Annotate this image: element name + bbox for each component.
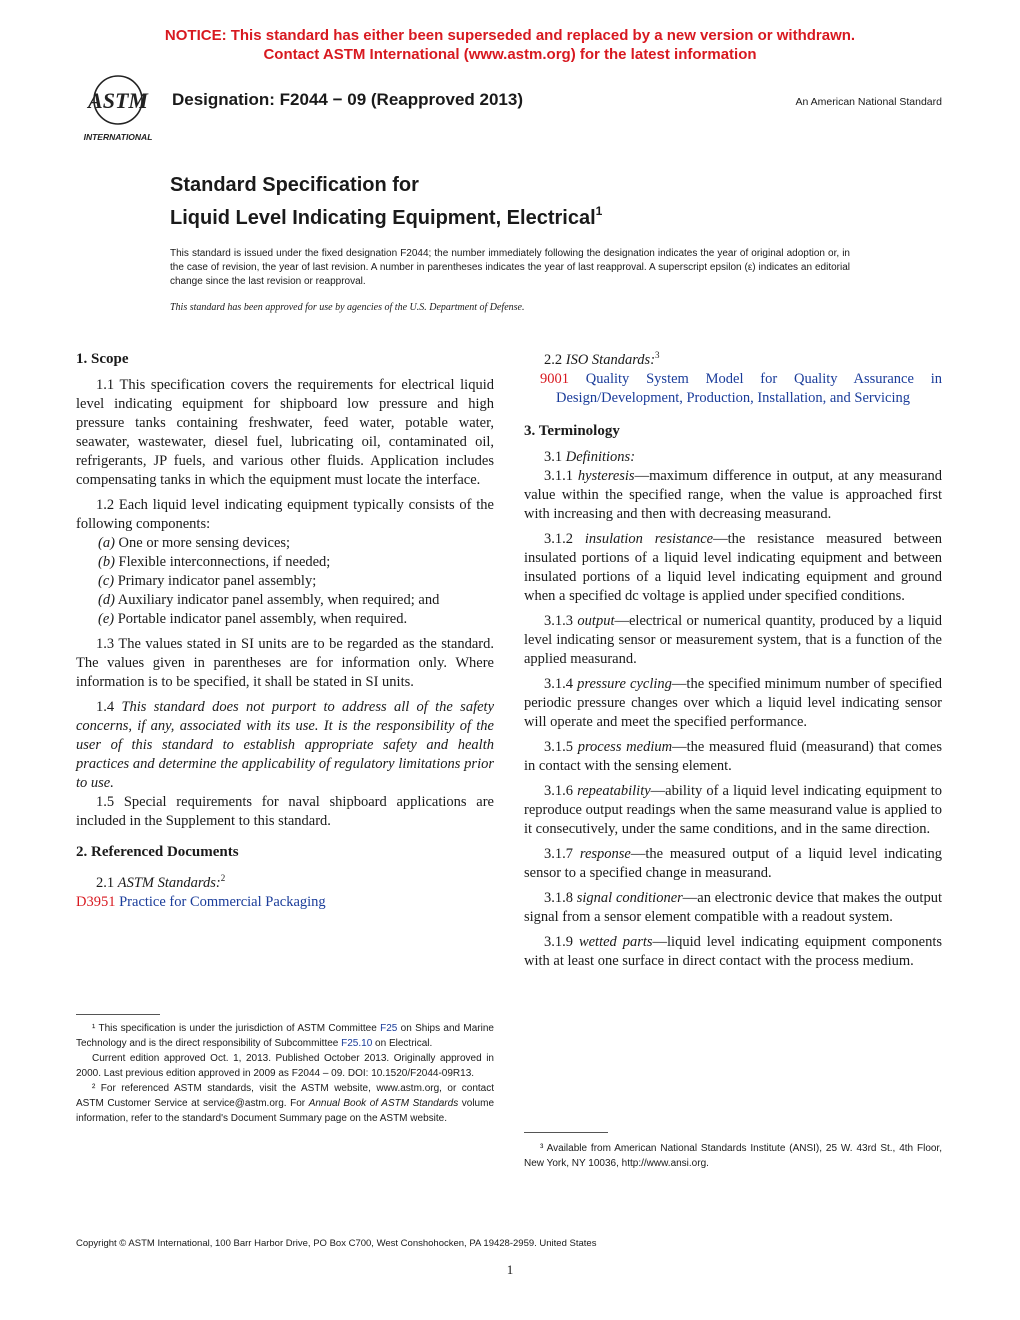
issuance-note: This standard is issued under the fixed designation F2044; the number immediately following the designation indicates the year of original adoption or, in the case of revision, the year of last revision. A number in parentheses indicates the year of last reapproval. A superscript epsilon (ε) indicates an editorial change since the last revision or reapproval. xyxy=(170,248,850,287)
footnote-1: ¹ This specification is under the jurisdiction of ASTM Committee F25 on Ships and Marine Technology and is the direct responsibility of Subcommittee F25.10 on Electrical. xyxy=(76,1023,494,1049)
dod-approval-note: This standard has been approved for use by agencies of the U.S. Department of Defense. xyxy=(170,302,525,313)
scope-1-3: 1.3 The values stated in SI units are to be regarded as the standard. The values given in parentheses are for information only. Where information is to be specified, it shall be stated in SI units. xyxy=(76,636,494,690)
list-item: (e) Portable indicator panel assembly, when required. xyxy=(98,611,408,627)
ref-d3951[interactable] xyxy=(76,893,494,912)
list-item: (a) One or more sensing devices; xyxy=(98,535,291,551)
ref-iso-9001[interactable] xyxy=(540,370,942,408)
copyright-line: Copyright © ASTM International, 100 Barr Harbor Drive, PO Box C700, West Conshohocken, PA 19428-2959. United States xyxy=(76,1238,597,1249)
term-wetted-parts: 3.1.9 wetted parts—liquid level indicating equipment components with at least one surface in direct contact with the process medium. xyxy=(524,934,943,969)
committee-link[interactable]: F25 xyxy=(380,1023,398,1034)
title-line-2: Liquid Level Indicating Equipment, Electrical$^1$ xyxy=(170,204,603,229)
notice-line-2: Contact ASTM International (www.astm.org) for the latest information xyxy=(263,46,757,63)
scope-1-5: 1.5 Special requirements for naval shipboard applications are included in the Supplement to this standard. xyxy=(76,794,494,829)
title-footnote-mark: 1 xyxy=(595,204,603,218)
component-list xyxy=(76,534,494,629)
scope-heading: 1. Scope xyxy=(76,351,129,367)
notice-line-1: NOTICE: This standard has either been superseded and replaced by a new version or withdrawn. xyxy=(164,27,856,44)
american-national-standard: An American National Standard xyxy=(795,96,942,108)
term-repeatability: 3.1.6 repeatability—ability of a liquid level indicating equipment to reproduce output readings when the same measurand value is applied to it consecutively, under the same conditions, and in the same direction. xyxy=(524,783,942,837)
term-insulation-resistance: 3.1.2 insulation resistance—the resistance measured between insulated portions of a liquid level indicating equipment and between insulated portions of a liquid level indicating equipment and ground when a specified dc voltage is applied under specified conditions. xyxy=(524,531,943,604)
page-number: 1 xyxy=(506,1262,514,1277)
refdocs-heading: 2. Referenced Documents xyxy=(76,844,239,860)
term-pressure-cycling: 3.1.4 pressure cycling—the specified minimum number of specified periodic pressure changes over which a liquid level indicating sensor will operate and meet the specified performance. xyxy=(524,676,943,730)
right-column xyxy=(524,346,942,977)
astm-logo-icon xyxy=(72,70,164,144)
footnote-rule-left xyxy=(76,1014,160,1015)
ref-title: Practice for Commercial Packaging xyxy=(115,894,326,910)
title-line-1: Standard Specification for xyxy=(170,174,419,196)
term-signal-conditioner: 3.1.8 signal conditioner—an electronic device that makes the output signal from a sensor element compatible with a readout system. xyxy=(524,890,942,925)
footnote-3: ³ Available from American National Standards Institute (ANSI), 25 W. 43rd St., 4th Floor, New York, NY 10036, http://www.ansi.org. xyxy=(524,1143,942,1169)
footnote-rule-right xyxy=(524,1132,608,1133)
list-item: (b) Flexible interconnections, if needed; xyxy=(98,554,331,570)
list-item: (c) Primary indicator panel assembly; xyxy=(98,573,317,589)
logo-subtitle: INTERNATIONAL xyxy=(83,132,153,142)
subcommittee-link[interactable]: F25.10 xyxy=(341,1038,373,1049)
astm-standards-label: 2.1 ASTM Standards:$^2$ xyxy=(96,873,226,891)
term-response: 3.1.7 response—the measured output of a liquid level indicating sensor to a specified change in measurand. xyxy=(524,846,943,881)
footnote-1-edition: Current edition approved Oct. 1, 2013. Published October 2013. Originally approved in 2000. Last previous edition approved in 2009 as F2044 – 09. DOI: 10.1520/F2044-09R13. xyxy=(76,1053,494,1079)
left-column xyxy=(76,346,494,912)
scope-1-1: 1.1 This specification covers the requirements for electrical liquid level indicating equipment for shipboard low pressure and high pressure tanks containing freshwater, feed water, potable water, seawater, wastewater, diesel fuel, lubricating oil, contaminated oil, refrigerants, JP fuels, and various other fluids. Application includes compensating tanks in which the equipment must locate the interface. xyxy=(76,377,494,488)
definitions-label: 3.1 Definitions: xyxy=(544,449,636,465)
ref-title: Quality System Model for Quality Assurance in Design/Development, Production, Installation, and Servicing xyxy=(556,371,942,406)
list-item: (d) Auxiliary indicator panel assembly, when required; and xyxy=(98,592,440,608)
term-process-medium: 3.1.5 process medium—the measured fluid (measurand) that comes in contact with the sensing element. xyxy=(524,739,942,774)
iso-standards-label: 2.2 ISO Standards:$^3$ xyxy=(544,350,660,368)
terminology-heading: 3. Terminology xyxy=(524,423,620,439)
term-output: 3.1.3 output—electrical or numerical quantity, produced by a liquid level indicating sensor or measurement system, that is a function of the applied measurand. xyxy=(524,613,942,667)
scope-1-4: 1.4 This standard does not purport to address all of the safety concerns, if any, associated with its use. It is the responsibility of the user of this standard to establish appropriate safety and health practices and determine the applicability of regulatory limitations prior to use. xyxy=(76,699,495,791)
footnotes-right xyxy=(524,1141,942,1171)
ref-code: 9001 xyxy=(540,371,569,387)
term-hysteresis: 3.1.1 hysteresis—maximum difference in output, at any measurand value within the specified range, when the value is approached first with increasing and then with decreasing measurand. xyxy=(524,468,943,522)
notice-banner xyxy=(0,26,1020,64)
logo-letters: ASTM xyxy=(88,88,148,113)
footnote-2: ² For referenced ASTM standards, visit the ASTM website, www.astm.org, or contact ASTM Customer Service at service@astm.org. For Annual Book of ASTM Standards volume information, refer to the standard's Document Summary page on the ASTM website. xyxy=(76,1083,495,1124)
document-title xyxy=(170,172,602,231)
scope-1-2: 1.2 Each liquid level indicating equipment typically consists of the following components: xyxy=(76,497,494,532)
footnotes-left xyxy=(76,1021,494,1126)
ref-code: D3951 xyxy=(76,894,116,910)
designation: Designation: F2044 − 09 (Reapproved 2013) xyxy=(172,90,523,109)
